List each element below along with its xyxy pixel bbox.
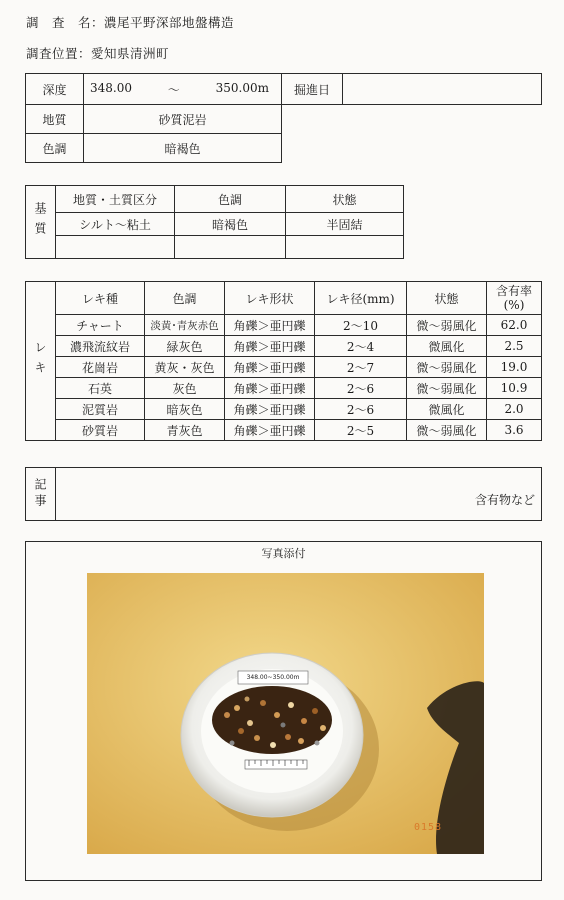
gravel-cell: 2～4 (315, 336, 407, 357)
gravel-cell: 角礫＞亜円礫 (225, 357, 315, 378)
gravel-cell: チャート (56, 315, 145, 336)
gravel-header-ratio (487, 282, 542, 315)
photo-title: 写真添付 (261, 547, 306, 560)
table-row (26, 336, 542, 357)
survey-name: 濃尾平野深部地盤構造 (104, 15, 235, 30)
gravel-cell: 10.9 (487, 378, 542, 399)
gravel-cell: 黄灰・灰色 (145, 357, 225, 378)
gravel-cell: 62.0 (487, 315, 542, 336)
matrix-header-color: 色調 (175, 186, 286, 213)
notes-table (25, 467, 542, 521)
matrix-cell: 暗褐色 (175, 213, 286, 236)
gravel-header-shape: レキ形状 (225, 282, 315, 315)
gravel-cell: 灰色 (145, 378, 225, 399)
depth-from: 348.00 (90, 80, 132, 95)
gravel-header-color: 色調 (145, 282, 225, 315)
gravel-cell: 2.5 (487, 336, 542, 357)
gravel-cell: 2～6 (315, 399, 407, 420)
matrix-side-label: 基質 (26, 186, 56, 259)
gravel-cell: 泥質岩 (56, 399, 145, 420)
gravel-cell: 濃飛流紋岩 (56, 336, 145, 357)
geology-label: 地質 (26, 105, 84, 134)
gravel-cell: 暗灰色 (145, 399, 225, 420)
table-row (26, 399, 542, 420)
matrix-cell: 半固結 (286, 213, 404, 236)
notes-side-label: 記事 (26, 468, 56, 521)
survey-name-line (26, 13, 234, 31)
gravel-cell: 石英 (56, 378, 145, 399)
matrix-cell (56, 236, 175, 259)
color-value: 暗褐色 (84, 134, 282, 163)
gravel-cell: 微～弱風化 (407, 420, 487, 441)
gravel-cell: 2.0 (487, 399, 542, 420)
matrix-header-state: 状態 (286, 186, 404, 213)
matrix-cell: シルト～粘土 (56, 213, 175, 236)
gravel-cell: 3.6 (487, 420, 542, 441)
gravel-header-size: レキ径(mm) (315, 282, 407, 315)
gravel-header-state: 状態 (407, 282, 487, 315)
sample-photo-image (87, 573, 484, 854)
notes-text: 含有物など (56, 468, 542, 521)
gravel-header-ratio-label: 含有率 (495, 284, 532, 298)
gravel-cell: 微風化 (407, 336, 487, 357)
matrix-header-geology: 地質・土質区分 (56, 186, 175, 213)
gravel-cell: 19.0 (487, 357, 542, 378)
gravel-header-type: レキ種 (56, 282, 145, 315)
matrix-table (25, 185, 404, 259)
gravel-cell: 角礫＞亜円礫 (225, 336, 315, 357)
gravel-cell: 2～7 (315, 357, 407, 378)
gravel-cell: 角礫＞亜円礫 (225, 420, 315, 441)
gravel-cell: 微～弱風化 (407, 315, 487, 336)
survey-name-label: 調 査 名： (26, 15, 105, 30)
table-row (26, 357, 542, 378)
gravel-cell: 砂質岩 (56, 420, 145, 441)
gravel-cell: 2～5 (315, 420, 407, 441)
depth-range (84, 74, 282, 105)
sample-label: 348.00~350.00m (246, 674, 300, 681)
color-label: 色調 (26, 134, 84, 163)
location-value: 愛知県清洲町 (91, 46, 170, 61)
gravel-cell: 青灰色 (145, 420, 225, 441)
depth-sep: ～ (167, 82, 180, 97)
photo-frame (25, 541, 542, 881)
location-label: 調査位置： (26, 46, 92, 61)
gravel-header-ratio-unit: (%) (503, 298, 525, 312)
table-row (26, 315, 542, 336)
sample-photo (87, 573, 484, 854)
gravel-cell: 微風化 (407, 399, 487, 420)
gravel-cell: 緑灰色 (145, 336, 225, 357)
gravel-cell: 2～6 (315, 378, 407, 399)
drill-date-value (343, 74, 542, 105)
gravel-cell: 角礫＞亜円礫 (225, 315, 315, 336)
gravel-cell: 2～10 (315, 315, 407, 336)
geology-value: 砂質泥岩 (84, 105, 282, 134)
gravel-cell: 微～弱風化 (407, 357, 487, 378)
matrix-cell (286, 236, 404, 259)
table-row (26, 420, 542, 441)
gravel-cell: 角礫＞亜円礫 (225, 399, 315, 420)
table-row (26, 378, 542, 399)
drill-date-label: 掘進日 (282, 74, 343, 105)
photo-date-stamp: 0158 (414, 822, 443, 833)
summary-table (25, 73, 542, 163)
matrix-cell (175, 236, 286, 259)
gravel-cell: 微～弱風化 (407, 378, 487, 399)
depth-label: 深度 (26, 74, 84, 105)
gravel-cell: 淡黄･青灰赤色 (145, 315, 225, 336)
gravel-table (25, 281, 542, 441)
gravel-side-label: レキ (26, 282, 56, 441)
depth-to: 350.00m (215, 80, 269, 95)
gravel-cell: 角礫＞亜円礫 (225, 378, 315, 399)
location-line (26, 44, 169, 62)
gravel-cell: 花崗岩 (56, 357, 145, 378)
